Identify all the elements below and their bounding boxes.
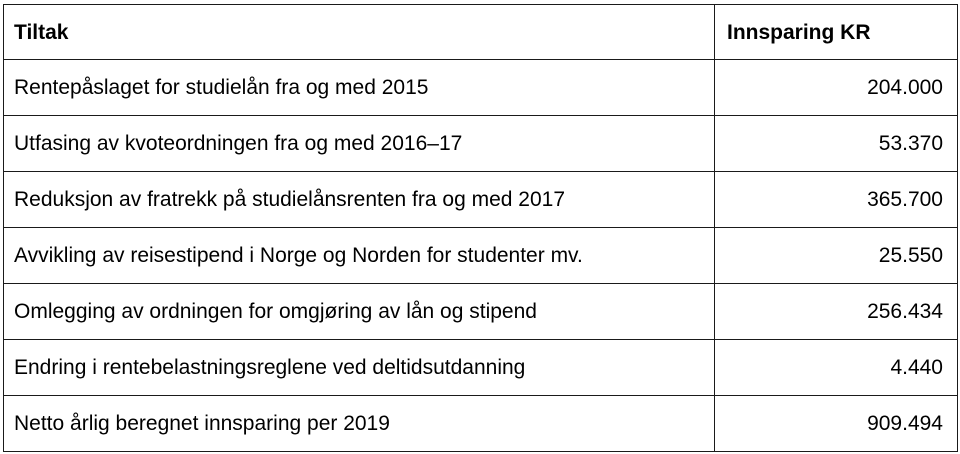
column-header-tiltak: Tiltak bbox=[4, 5, 715, 60]
cell-tiltak: Reduksjon av fratrekk på studielånsrenten fra og med 2017 bbox=[4, 172, 715, 228]
cell-innsparing: 204.000 bbox=[715, 60, 958, 116]
table-row bbox=[4, 116, 958, 172]
cell-innsparing: 25.550 bbox=[715, 228, 958, 284]
cell-tiltak: Utfasing av kvoteordningen fra og med 2016–17 bbox=[4, 116, 715, 172]
savings-table bbox=[3, 4, 958, 452]
cell-innsparing: 256.434 bbox=[715, 284, 958, 340]
column-header-innsparing: Innsparing KR bbox=[715, 5, 958, 60]
savings-table-container bbox=[3, 4, 958, 452]
cell-tiltak: Omlegging av ordningen for omgjøring av lån og stipend bbox=[4, 284, 715, 340]
table-row bbox=[4, 60, 958, 116]
table-row bbox=[4, 228, 958, 284]
cell-innsparing: 53.370 bbox=[715, 116, 958, 172]
cell-innsparing-total: 909.494 bbox=[715, 396, 958, 452]
table-row bbox=[4, 172, 958, 228]
cell-innsparing: 365.700 bbox=[715, 172, 958, 228]
cell-tiltak: Rentepåslaget for studielån fra og med 2015 bbox=[4, 60, 715, 116]
table-row bbox=[4, 340, 958, 396]
table-row-total bbox=[4, 396, 958, 452]
cell-tiltak-total: Netto årlig beregnet innsparing per 2019 bbox=[4, 396, 715, 452]
cell-innsparing: 4.440 bbox=[715, 340, 958, 396]
cell-tiltak: Avvikling av reisestipend i Norge og Norden for studenter mv. bbox=[4, 228, 715, 284]
cell-tiltak: Endring i rentebelastningsreglene ved deltidsutdanning bbox=[4, 340, 715, 396]
table-row bbox=[4, 284, 958, 340]
table-header-row bbox=[4, 5, 958, 60]
